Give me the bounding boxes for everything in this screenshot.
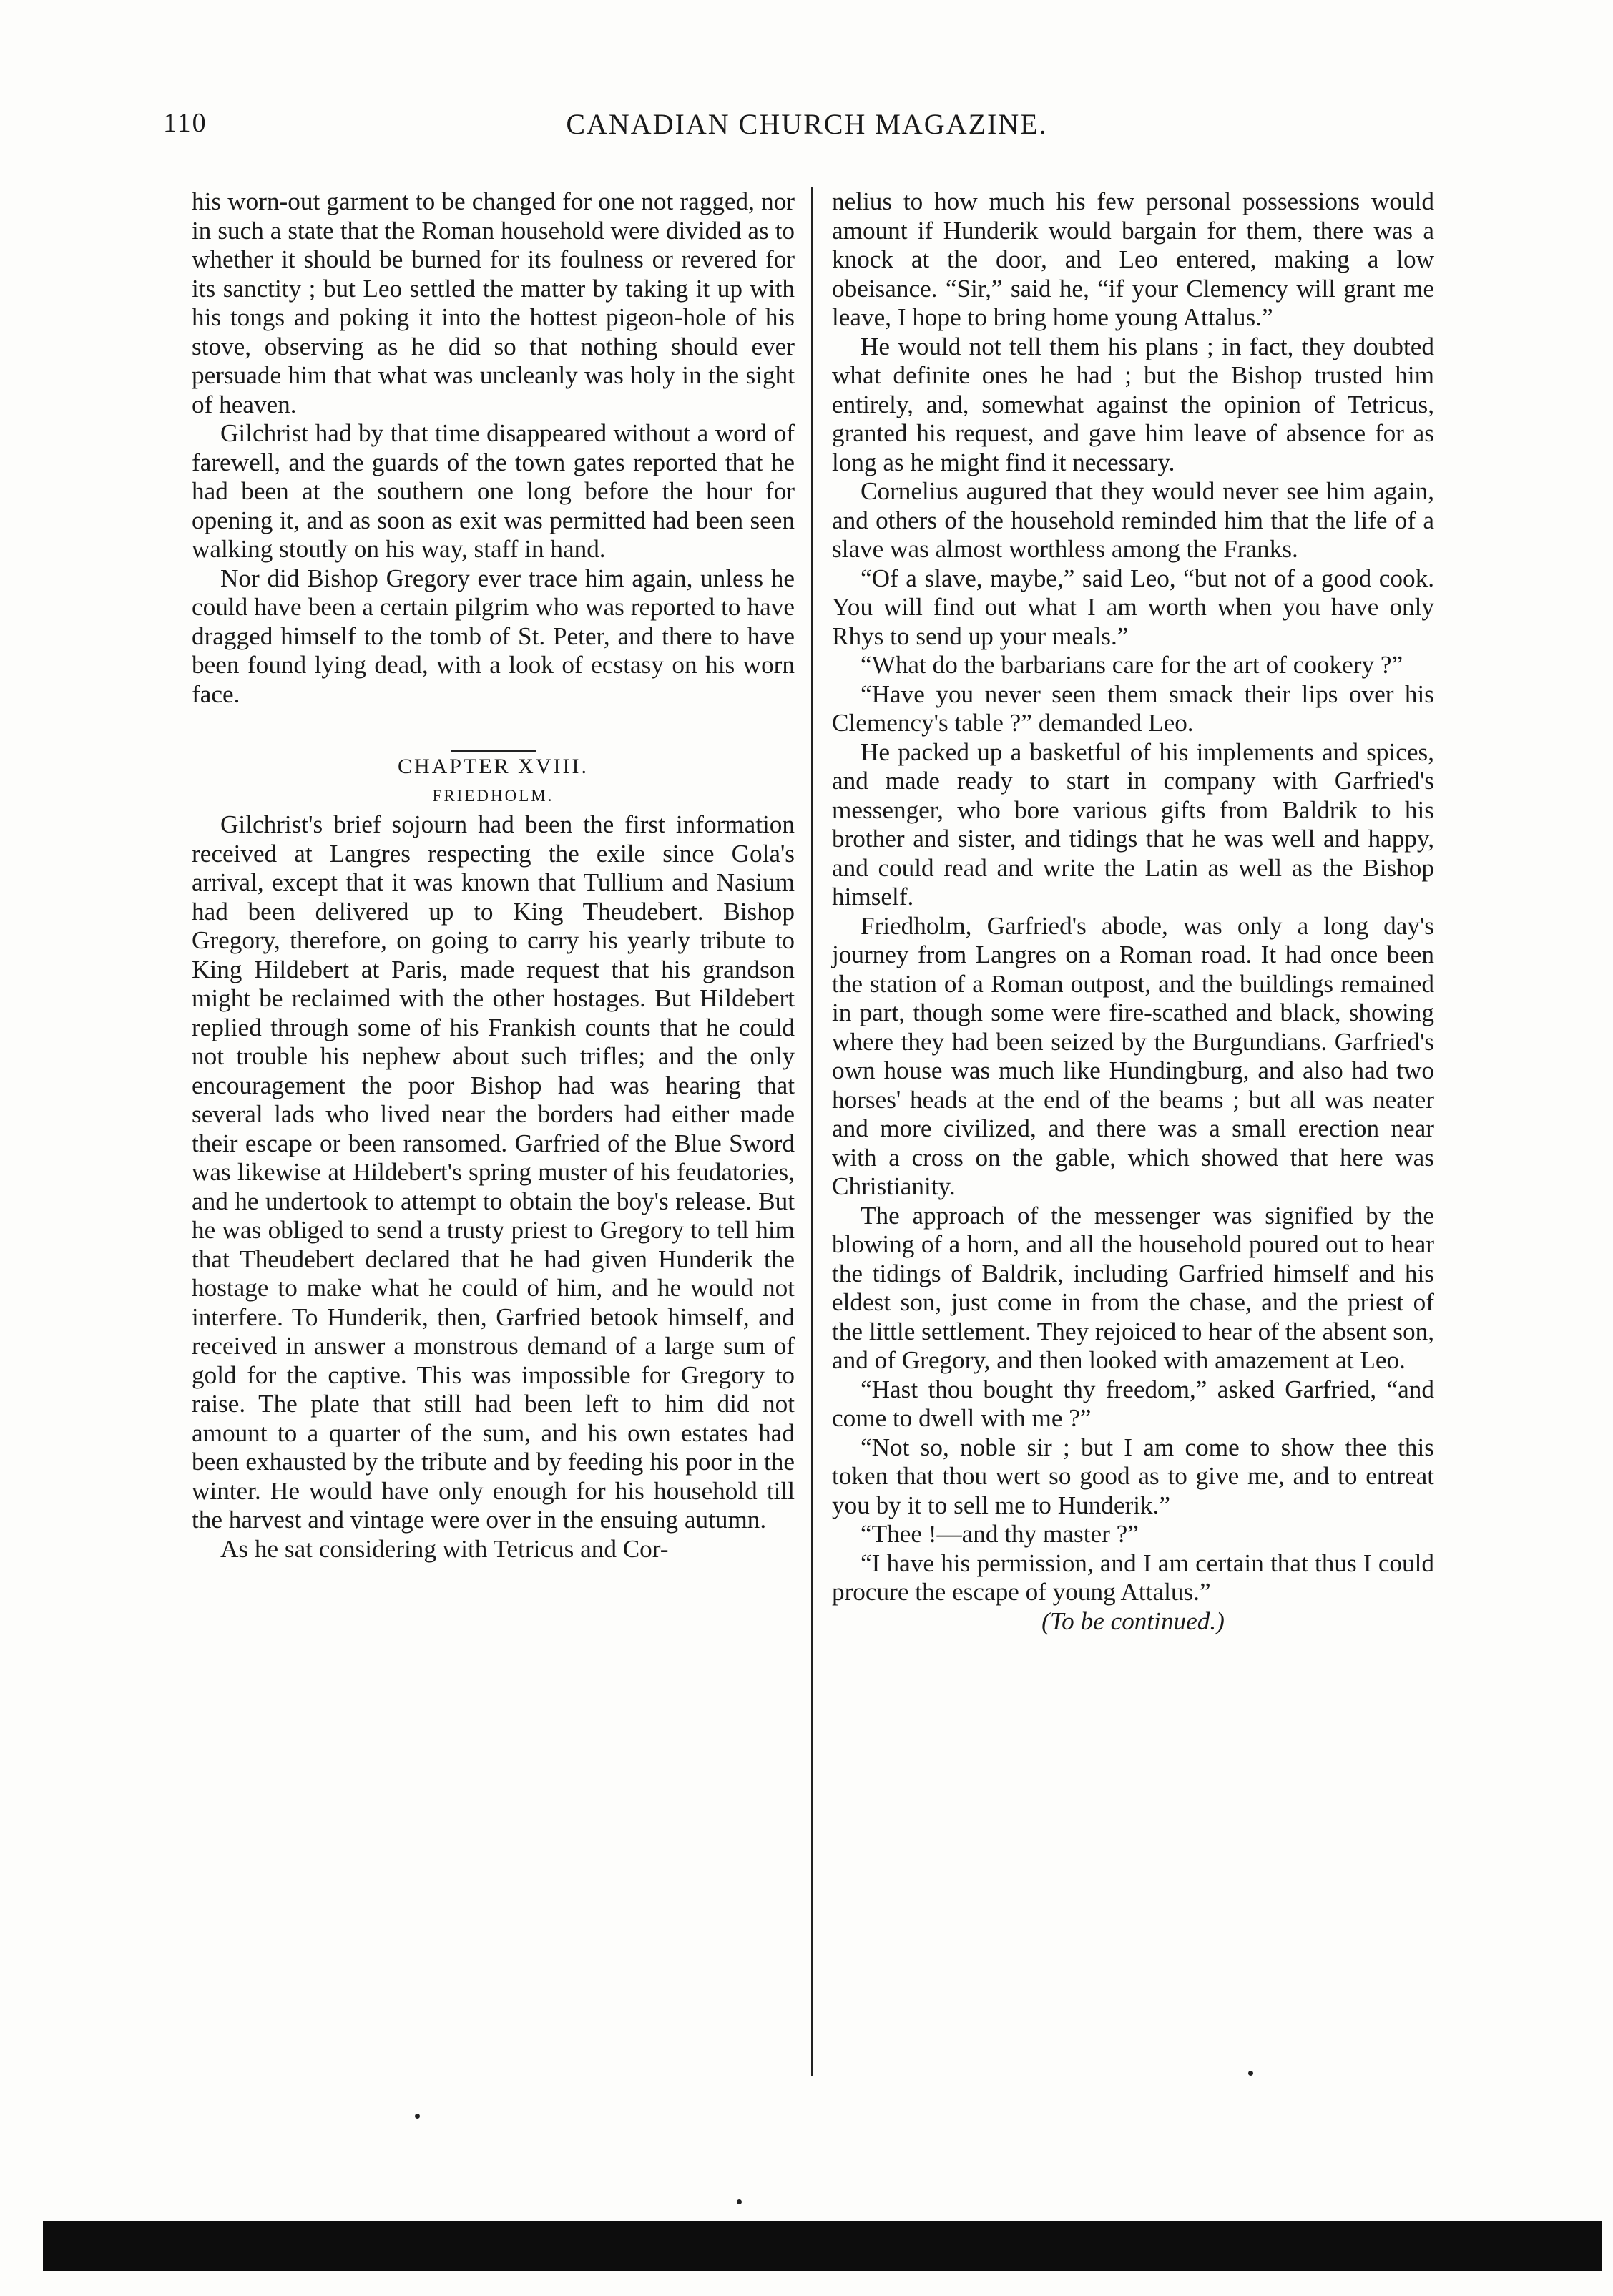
paragraph: “Of a slave, maybe,” said Leo, “but not of a good cook. You will find out what I am worth when you have only Rhys to send up your meals.” — [832, 564, 1434, 650]
paragraph: As he sat considering with Tetricus and Cor- — [220, 1534, 669, 1563]
scan-speck — [415, 2114, 420, 2119]
scan-edge-bar — [43, 2221, 1602, 2271]
column-divider — [811, 187, 813, 2076]
paragraph: his worn-out garment to be changed for one not ragged, nor in such a state that the Roman household were divided as to whether it should be burned for its foulness or revered for its sanctity ; but Leo settled the matter by taking it up with his tongs and poking it into the hottest pigeon-hole of his stove, observing as he did so that nothing should ever persuade him that what was uncleanly was holy in the sight of heaven. — [192, 187, 795, 418]
page-number: 110 — [163, 108, 207, 138]
chapter-title: CHAPTER XVIII. — [398, 755, 589, 778]
scan-speck — [1248, 2071, 1253, 2076]
paragraph: Gilchrist's brief sojourn had been the first information received at Langres respecting the exile since Gola's arrival, except that it was known that Tullium and Nasium had been delivered up to King Theudebert. Bishop Gregory, therefore, on going to carry his yearly tribute to King Hildebert at Paris, made request that his grandson might be reclaimed with the other hostages. But Hildebert replied through some of his Frankish counts that he could not trouble his nephew about such trifles; and the only encouragement the poor Bishop had was hearing that several lads who lived near the borders had either made their escape or been ransomed. Garfried of the Blue Sword was likewise at Hildebert's spring muster of his feudatories, and he undertook to attempt to obtain the boy's release. But he was obliged to send a trusty priest to Gregory to tell him that Theudebert declared that he had given Hunderik the hostage to make what he could of him, and he would not interfere. To Hunderik, then, Garfried betook himself, and received in answer a monstrous demand of a large sum of gold for the captive. This was impossible for Gregory to raise. The plate that still had been left to him did not amount to a quarter of the sum, and his own estates had been exhausted by the tribute and by feeding his poor in the winter. He would have only enough for his household till the harvest and vintage were over in the ensuing autumn. — [192, 810, 795, 1534]
scan-speck — [737, 2199, 742, 2204]
paragraph: He would not tell them his plans ; in fact, they doubted what definite ones he had ; but the Bishop trusted him entirely, and, somewhat against the opinion of Tetricus, granted his request, and gave him leave of absence for as long as he might find it necessary. — [832, 332, 1434, 476]
paragraph: Cornelius augured that they would never see him again, and others of the household reminded him that the life of a slave was almost worthless among the Franks. — [832, 477, 1434, 563]
page-header — [163, 107, 1451, 157]
paragraph: “Hast thou bought thy freedom,” asked Garfried, “and come to dwell with me ?” — [832, 1375, 1434, 1432]
paragraph: He packed up a basketful of his implements and spices, and made ready to start in company with Garfried's messenger, who bore various gifts from Baldrik to his brother and sister, and tidings that he was well and happy, and could read and write the Latin as well as the Bishop himself. — [832, 737, 1434, 911]
paragraph: The approach of the messenger was signified by the blowing of a horn, and all the household poured out to hear the tidings of Baldrik, including Garfried himself and his eldest son, just come in from the chase, and the priest of the little settlement. They rejoiced to hear of the absent son, and of Gregory, and then looked with amazement at Leo. — [832, 1201, 1434, 1374]
paragraph: “What do the barbarians care for the art of cookery ?” — [861, 651, 1403, 679]
right-column — [832, 187, 1434, 1636]
paragraph: “Thee !—and thy master ?” — [861, 1520, 1139, 1548]
continued-note: (To be continued.) — [1041, 1606, 1225, 1635]
paragraph: Gilchrist had by that time disappeared without a word of farewell, and the guards of the town gates reported that he had been at the southern one long before the hour for opening it, and as soon as exit was permitted had been seen walking stoutly on his way, staff in hand. — [192, 419, 795, 563]
left-column — [192, 187, 795, 1564]
paragraph: “Have you never seen them smack their lips over his Clemency's table ?” demanded Leo. — [832, 680, 1434, 737]
chapter-subtitle: FRIEDHOLM. — [432, 786, 554, 805]
paragraph: “I have his permission, and I am certain that thus I could procure the escape of young Attalus.” — [832, 1549, 1434, 1606]
paragraph: nelius to how much his few personal possessions would amount if Hunderik would bargain for them, there was a knock at the door, and Leo entered, making a low obeisance. “Sir,” said he, “if your Clemency will grant me leave, I hope to bring home young Attalus.” — [832, 187, 1434, 331]
paragraph: “Not so, noble sir ; but I am come to show thee this token that thou wert so good as to give me, and to entreat you by it to sell me to Hunderik.” — [832, 1433, 1434, 1519]
paragraph: Nor did Bishop Gregory ever trace him again, unless he could have been a certain pilgrim who was reported to have dragged himself to the tomb of St. Peter, and there to have been found lying dead, with a look of ecstasy on his worn face. — [192, 564, 795, 708]
running-head: CANADIAN CHURCH MAGAZINE. — [566, 108, 1048, 140]
paragraph: Friedholm, Garfried's abode, was only a long day's journey from Langres on a Roman road. It had once been the station of a Roman outpost, and the buildings remained in part, though some were fire-scathed and black, showing where they had been seized by the Burgundians. Garfried's own house was much like Hundingburg, and also had two horses' heads at the end of the beams ; but all was neater and more civilized, and there was a small erection near with a cross on the gable, which showed that here was Christianity. — [832, 911, 1434, 1200]
